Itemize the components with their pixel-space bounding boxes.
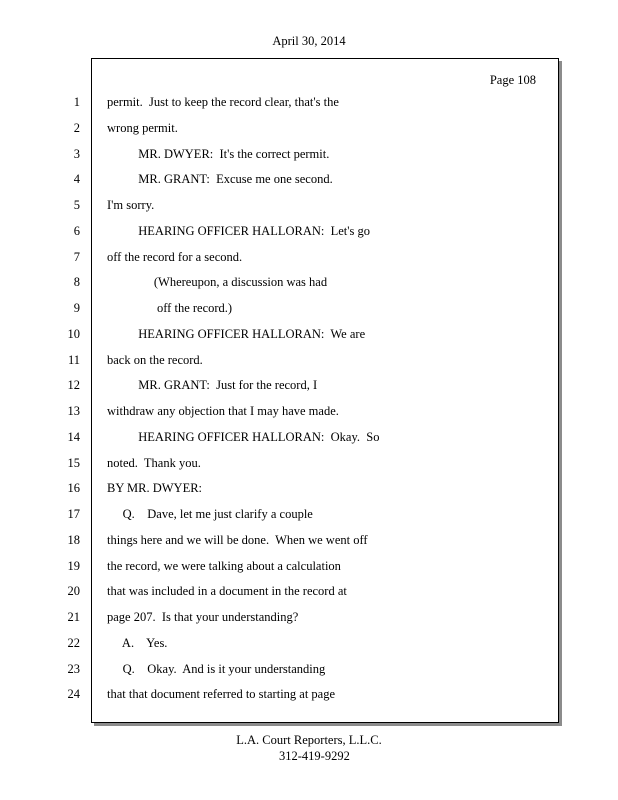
- line-number: 9: [73, 301, 80, 315]
- line-text: MR. GRANT: Just for the record, I: [107, 378, 318, 392]
- line-number: 19: [67, 559, 80, 573]
- line-text: I'm sorry.: [107, 198, 155, 212]
- line-text: Q. Okay. And is it your understanding: [107, 662, 326, 676]
- line-number: 3: [73, 147, 80, 161]
- line-number: 15: [67, 456, 80, 470]
- line-number: 10: [67, 327, 80, 341]
- line-number: 6: [73, 224, 80, 238]
- line-text: (Whereupon, a discussion was had: [107, 275, 328, 289]
- line-text: wrong permit.: [107, 121, 178, 135]
- line-text: withdraw any objection that I may have made.: [107, 404, 339, 418]
- line-number: 1: [73, 95, 80, 109]
- line-text: noted. Thank you.: [107, 456, 201, 470]
- line-number: 20: [67, 584, 80, 598]
- footer-company: L.A. Court Reporters, L.L.C.: [236, 733, 382, 747]
- line-text: HEARING OFFICER HALLORAN: We are: [107, 327, 366, 341]
- line-text: the record, we were talking about a calculation: [107, 559, 341, 573]
- footer-phone: 312-419-9292: [279, 749, 350, 763]
- line-number: 2: [73, 121, 80, 135]
- line-number: 14: [67, 430, 80, 444]
- header-date: April 30, 2014: [272, 34, 346, 48]
- line-text: HEARING OFFICER HALLORAN: Okay. So: [107, 430, 380, 444]
- line-text: off the record.): [107, 301, 233, 315]
- line-number: 16: [67, 481, 80, 495]
- line-number: 8: [73, 275, 80, 289]
- line-text: MR. GRANT: Excuse me one second.: [107, 172, 333, 186]
- line-number: 13: [67, 404, 80, 418]
- line-number: 12: [67, 378, 80, 392]
- line-number: 22: [67, 636, 80, 650]
- line-text: BY MR. DWYER:: [107, 481, 203, 495]
- line-number: 23: [67, 662, 80, 676]
- line-text: Q. Dave, let me just clarify a couple: [107, 507, 313, 521]
- line-text: off the record for a second.: [107, 250, 243, 264]
- line-text: things here and we will be done. When we went off: [107, 533, 368, 547]
- line-number: 17: [67, 507, 80, 521]
- line-text: that that document referred to starting at page: [107, 687, 336, 701]
- line-text: A. Yes.: [107, 636, 168, 650]
- line-number: 24: [67, 687, 80, 701]
- line-number: 7: [73, 250, 80, 264]
- line-text: MR. DWYER: It's the correct permit.: [107, 147, 330, 161]
- line-text: page 207. Is that your understanding?: [107, 610, 299, 624]
- page-number-label: Page 108: [489, 73, 536, 87]
- line-number: 5: [73, 198, 80, 212]
- line-number: 4: [73, 172, 80, 186]
- line-text: back on the record.: [107, 353, 203, 367]
- line-text: HEARING OFFICER HALLORAN: Let's go: [107, 224, 371, 238]
- line-text: that was included in a document in the record at: [107, 584, 347, 598]
- line-number: 21: [67, 610, 80, 624]
- line-number: 11: [67, 353, 80, 367]
- line-text: permit. Just to keep the record clear, that's the: [107, 95, 339, 109]
- line-number: 18: [67, 533, 80, 547]
